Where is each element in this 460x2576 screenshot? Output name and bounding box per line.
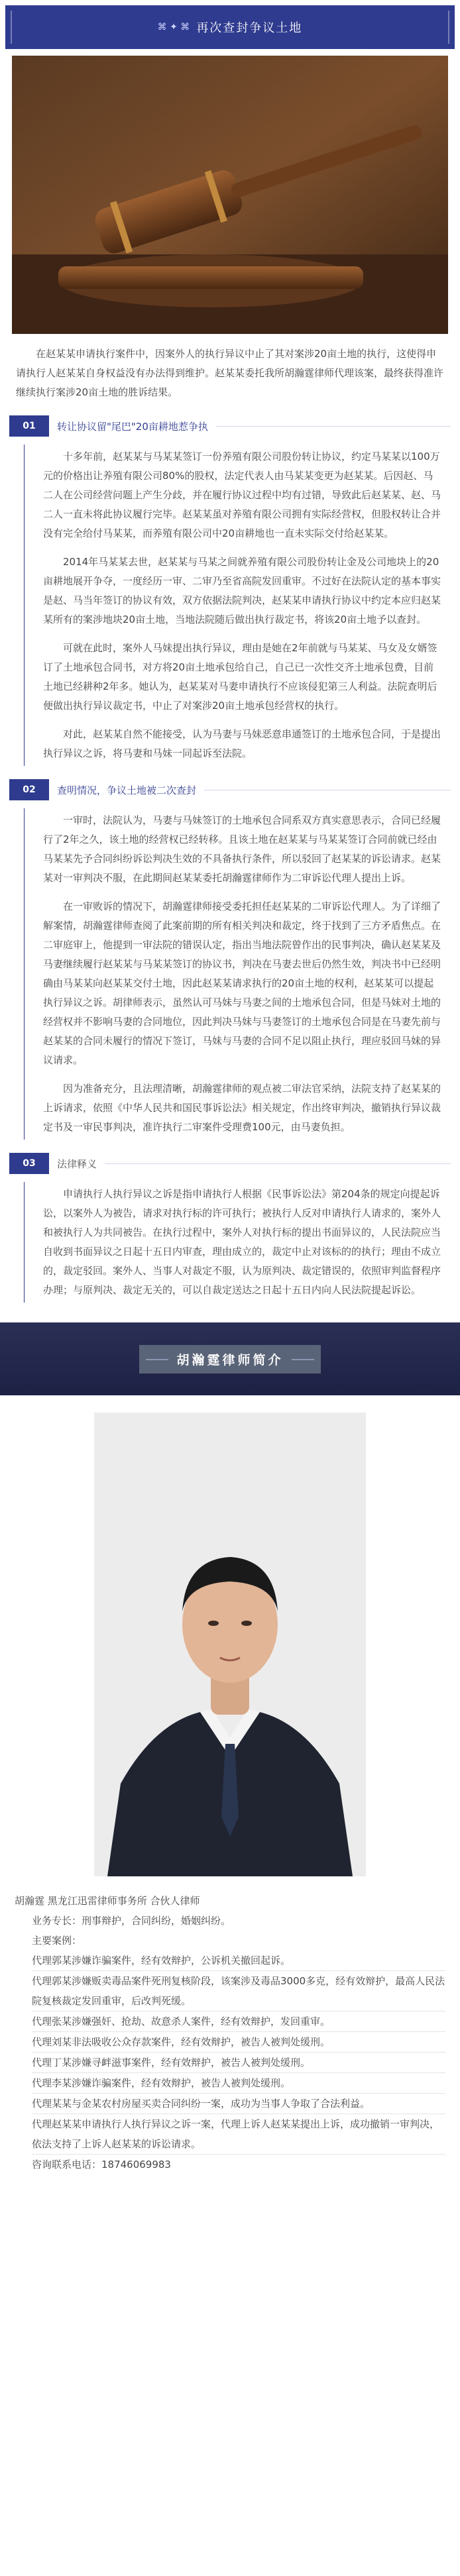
case-item: 代理郭某涉嫌贩卖毒品案件死刑复核阶段，该案涉及毒品3000多克，经有效辩护，最高人民法院复核裁定发回重审，后改判死缓。 bbox=[32, 1971, 445, 2012]
section-2-paragraph: 在一审败诉的情况下，胡瀚霆律师接受委托担任赵某某的二审诉讼代理人。为了详细了解案情，胡瀚霆律师查阅了此案前期的所有相关判决和裁定，终于找到了三方矛盾焦点。在二审庭审上，他提到一审法院的错误认定，指出当地法院曾作出的民事判决，确认赵某某及马妻继续履行赵某某与马某某签订的协议书，判决在马妻去世后仍然生效，判决书中已经明确由马某某向赵某某交付土地，因此赵某某请求执行的20亩土地的权利，赵某某可以提起执行异议之诉。胡律师表示，虽然认可马妹与马妻之间的土地承包合同，但是马妹对土地的经营权并不影响马妻的合同地位，因此判决马妹与马妻签订的土地承包合同是在马妻先前与赵某某的合同未履行的情况下签订，马妹与马妻的合同不足以阻止执行，理应驳回马妹的异议请求。 bbox=[43, 900, 441, 1066]
section-2-paragraph: 因为准备充分，且法理清晰，胡瀚霆律师的观点被二审法官采纳，法院支持了赵某某的上诉请求，依照《中华人民共和国民事诉讼法》相关规定，作出终审判决，撤销执行异议裁定书及一审民事判决，准许执行二审案件受理费100元，由马妻负担。 bbox=[43, 1083, 441, 1133]
cases-title: 主要案例： bbox=[32, 1935, 82, 1947]
section-2 bbox=[9, 778, 451, 1140]
case-item: 代理丁某涉嫌寻衅滋事案件，经有效辩护，被告人被判处缓刑。 bbox=[32, 2053, 445, 2073]
case-item: 代理郭某涉嫌诈骗案件，经有效辩护，公诉机关撤回起诉。 bbox=[32, 1951, 445, 1971]
section-3 bbox=[9, 1152, 451, 1303]
cases-list bbox=[15, 1951, 445, 2155]
intro-paragraph: 在赵某某申请执行案件中，因案外人的执行异议中止了其对案涉20亩土地的执行，这使得申请执行人赵某某自身权益没有办法得到维护。赵某某委托我所胡瀚霆律师代理该案，最终获得准许继续执行案涉20亩土地的胜诉结果。 bbox=[16, 348, 444, 398]
case-item: 代理刘某非法吸收公众存款案件，经有效辩护，被告人被判处缓刑。 bbox=[32, 2032, 445, 2053]
section-1-title: 转让协议留"尾巴"20亩耕地惹争执 bbox=[57, 420, 208, 433]
section-3-title: 法律释义 bbox=[57, 1157, 97, 1170]
section-2-body bbox=[24, 808, 451, 1140]
hero-gavel-image bbox=[12, 56, 448, 334]
section-1-number: 01 bbox=[9, 415, 49, 437]
section-1-paragraph: 可就在此时，案外人马妹提出执行异议，理由是她在2年前就与马某某、马女及女婿签订了土地承包合同书，对方将20亩土地承包给自己，自己已一次性交齐土地承包费，目前土地已经耕种2年多。她认为，赵某某对马妻申请执行不应该侵犯第三人利益。法院查明后便做出执行异议裁定书，中止了对案涉20亩土地承包经营权的执行。 bbox=[43, 642, 437, 712]
banner-ornament: ⌘ ✦ ⌘ bbox=[157, 22, 190, 32]
section-1-paragraph: 2014年马某某去世，赵某某与马某之间就养殖有限公司股份转让金及公司地块上的20亩耕地展开争夺，一度经历一审、二审乃至省高院发回重审。不过好在法院认定的基本事实是赵、马当年签订的协议有效，双方依据法院判决，赵某某申请执行协议中约定本应归赵某某所有的案涉地块20亩土地，当地法院随后做出执行裁定书，将该20亩土地予以查封。 bbox=[43, 556, 441, 625]
case-item: 代理李某涉嫌诈骗案件，经有效辩护，被告人被判处缓刑。 bbox=[32, 2073, 445, 2094]
section-3-paragraph: 申请执行人执行异议之诉是指申请执行人根据《民事诉讼法》第204条的规定向提起诉讼，以案外人为被告，请求对执行标的许可执行；被执行人反对申请执行人请求的，案外人和被执行人为共同被告。在执行过程中，案外人对执行标的提出书面异议的，人民法院应当自收到书面异议之日起十五日内审查，理由成立的，裁定中止对该标的的执行；理由不成立的，裁定驳回。案外人、当事人对裁定不服，认为原判决、裁定错误的，依照审判监督程序办理；与原判决、裁定无关的，可以自裁定送达之日起十五日内向人民法院提起诉讼。 bbox=[43, 1188, 441, 1296]
section-2-header bbox=[9, 778, 451, 802]
section-2-paragraph: 一审时，法院认为，马妻与马妹签订的土地承包合同系双方真实意思表示，合同已经履行了2年之久，该土地的经营权已经转移。且该土地在赵某某与马某某签订合同前就已经由马某某先予合同纠纷诉讼判决生效的不具备执行条件，所以驳回了赵某某的诉讼请求。赵某某对一审判决不服，在此期间赵某某委托胡瀚霆律师作为二审诉讼代理人提出上诉。 bbox=[43, 814, 441, 884]
case-item: 代理赵某某申请执行人执行异议之诉一案，代理上诉人赵某某提出上诉，成功撤销一审判决，依法支持了上诉人赵某某的诉讼请求。 bbox=[32, 2114, 445, 2155]
case-item: 代理某某与金某农村房屋买卖合同纠纷一案，成功为当事人争取了合法利益。 bbox=[32, 2094, 445, 2114]
lawyer-intro-banner bbox=[0, 1322, 460, 1395]
case-item: 代理张某涉嫌强奸、抢劫、故意杀人案件，经有效辩护，发回重审。 bbox=[32, 2012, 445, 2032]
section-3-divider bbox=[105, 1163, 451, 1164]
section-3-number: 03 bbox=[9, 1153, 49, 1174]
lawyer-intro-title: 胡瀚霆律师简介 bbox=[139, 1345, 320, 1373]
section-1 bbox=[9, 414, 451, 766]
top-banner bbox=[5, 5, 455, 49]
lawyer-bio bbox=[15, 1891, 445, 2174]
lawyer-name-line: 胡瀚霆 黑龙江迅雷律师事务所 合伙人律师 bbox=[15, 1895, 200, 1907]
lawyer-specialty: 业务专长：刑事辩护，合同纠纷，婚姻纠纷。 bbox=[32, 1915, 231, 1927]
section-1-divider bbox=[216, 426, 451, 427]
section-1-paragraph: 十多年前，赵某某与马某某签订一份养殖有限公司股份转让协议，约定马某某以100万元的价格出让养殖有限公司80%的股权，法定代表人由马某某变更为赵某某。后因赵、马二人在公司经营问题上产生分歧，并在履行协议过程中均有过错，导致此后赵某某、赵、马二人一直未将此协议履行完毕。赵某某虽对养殖有限公司拥有实际经营权，但股权转让合并没有完全给付马某某，而养殖有限公司中20亩耕地也一直未实际交付给赵某某。 bbox=[43, 451, 441, 539]
section-2-number: 02 bbox=[9, 779, 49, 800]
section-3-header bbox=[9, 1152, 451, 1175]
contact-phone[interactable]: 咨询联系电话：18746069983 bbox=[32, 2159, 171, 2171]
section-1-header bbox=[9, 414, 451, 438]
lawyer-portrait bbox=[94, 1413, 366, 1876]
banner-title: 再次查封争议土地 bbox=[196, 21, 303, 35]
section-1-paragraph: 对此，赵某某自然不能接受，认为马妻与马妹恶意串通签订的土地承包合同，于是提出执行异议之诉，将马妻和马妹一同起诉至法院。 bbox=[43, 728, 441, 759]
section-1-body bbox=[24, 445, 451, 766]
section-2-title: 查明情况，争议土地被二次查封 bbox=[57, 784, 197, 796]
section-3-body bbox=[24, 1182, 451, 1303]
